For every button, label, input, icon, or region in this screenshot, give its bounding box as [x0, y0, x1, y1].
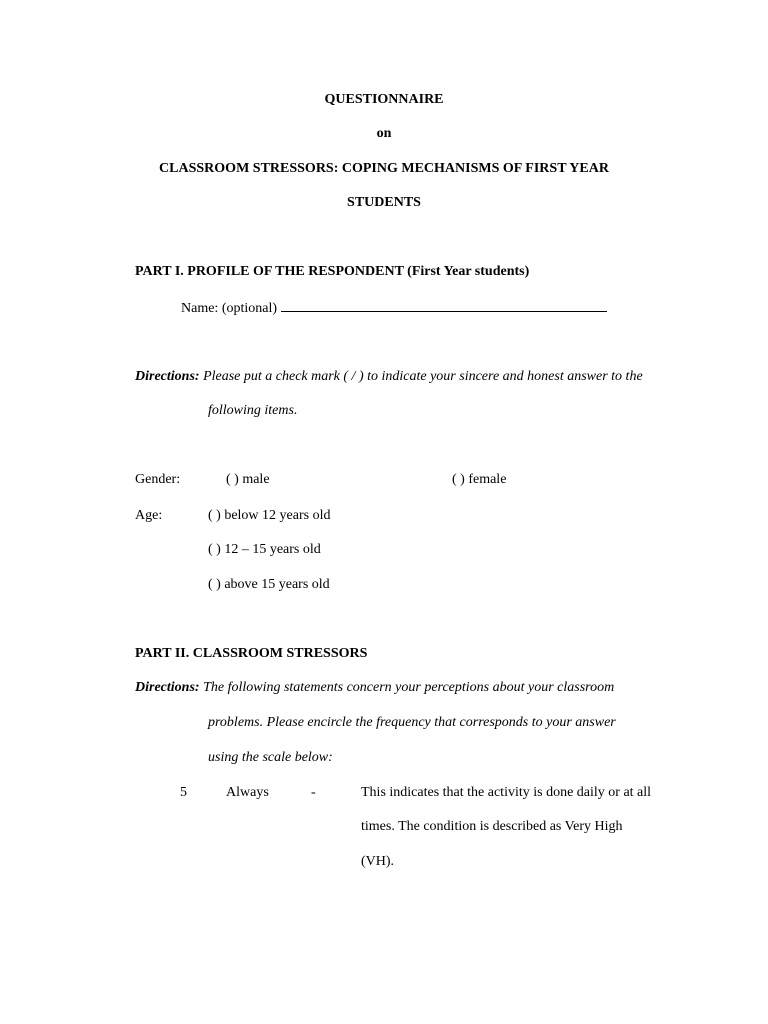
title-on: on: [376, 126, 392, 141]
name-label: Name: (optional): [181, 301, 278, 316]
questionnaire-title: QUESTIONNAIRE: [324, 92, 444, 107]
part1-heading: PART I. PROFILE OF THE RESPONDENT (First Year students): [135, 264, 530, 279]
name-row: [181, 299, 607, 317]
gender-option-female[interactable]: ( ) female: [452, 472, 507, 487]
part2-directions-line3: using the scale below:: [208, 750, 333, 765]
part2-directions: [135, 680, 614, 696]
name-input-line[interactable]: [281, 299, 607, 312]
scale-dash: -: [311, 785, 316, 800]
part1-directions: [135, 369, 643, 385]
scale-number: 5: [180, 785, 187, 800]
survey-topic-line1: CLASSROOM STRESSORS: COPING MECHANISMS OF FIRST YEAR: [159, 161, 609, 176]
directions-text: Please put a check mark ( / ) to indicate your sincere and honest answer to the: [199, 369, 643, 384]
survey-topic-line2: STUDENTS: [347, 195, 421, 210]
directions-label: Directions:: [135, 369, 200, 384]
gender-option-male[interactable]: ( ) male: [226, 472, 270, 487]
age-label: Age:: [135, 508, 163, 523]
scale-label: Always: [226, 785, 269, 800]
scale-description-line3: (VH).: [361, 854, 395, 869]
part2-heading: PART II. CLASSROOM STRESSORS: [135, 646, 368, 661]
age-option-12-15[interactable]: ( ) 12 – 15 years old: [208, 542, 321, 557]
directions-text: The following statements concern your perceptions about your classroom: [199, 680, 615, 695]
scale-description-line1: This indicates that the activity is done daily or at all: [361, 785, 652, 800]
age-option-below-12[interactable]: ( ) below 12 years old: [208, 508, 331, 523]
part1-directions-cont: following items.: [208, 403, 298, 418]
directions-label: Directions:: [135, 680, 200, 695]
scale-description-line2: times. The condition is described as Very High: [361, 819, 623, 834]
gender-label: Gender:: [135, 472, 181, 487]
part2-directions-line2: problems. Please encircle the frequency that corresponds to your answer: [208, 715, 616, 730]
age-option-above-15[interactable]: ( ) above 15 years old: [208, 577, 330, 592]
